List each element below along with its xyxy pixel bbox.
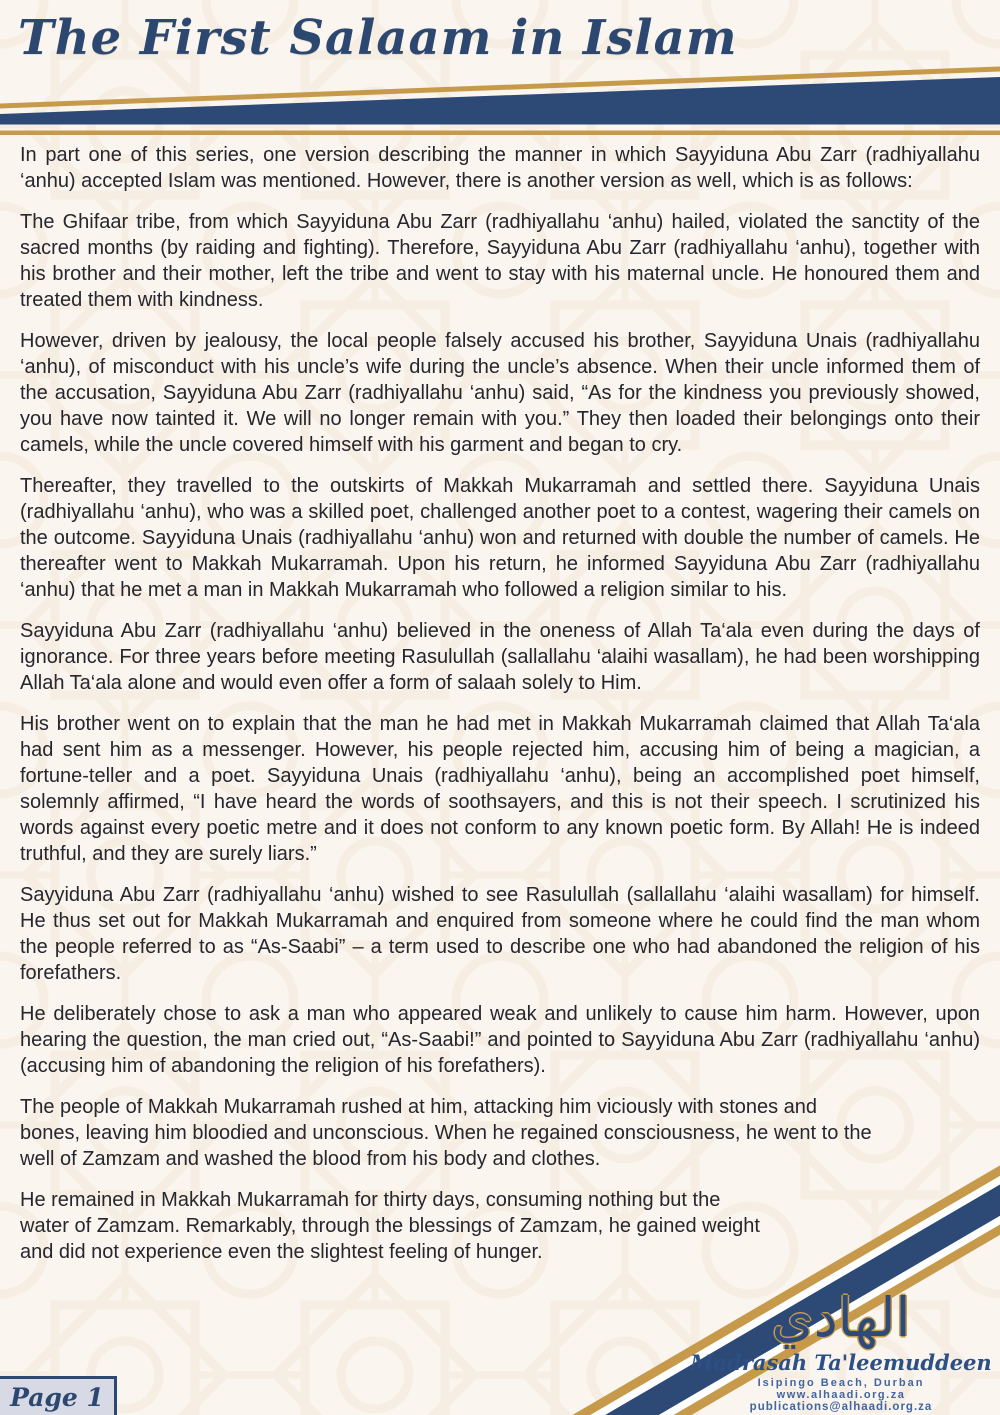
paragraph-3: However, driven by jealousy, the local people falsely accused his brother, Sayyiduna Unais (radhiyallahu ‘anhu), of misconduct with his uncle’s wife during the uncle’s absence. When their uncle informed them of the accusation, Sayyiduna Abu Zarr (radhiyallahu ‘anhu) said, “As for the kindness you previously showed, you have now tainted it. We will no longer remain with you.” They then loaded their belongings onto their camels, while the uncle covered himself with his garment and began to cry. bbox=[20, 330, 980, 456]
page-title: The First Salaam in Islam bbox=[18, 10, 738, 66]
paragraph-1: In part one of this series, one version describing the manner in which Sayyiduna Abu Zarr (radhiyallahu ‘anhu) accepted Islam was mentioned. However, there is another version as well, which is as follows: bbox=[20, 144, 980, 192]
page-number-badge bbox=[0, 1376, 117, 1415]
paragraph-4: Thereafter, they travelled to the outskirts of Makkah Mukarramah and settled there. Sayyiduna Unais (radhiyallahu ‘anhu), who was a skilled poet, challenged another poet to a contest, wagering their camels on the outcome. Sayyiduna Unais (radhiyallahu ‘anhu) won and returned with double the number of camels. He thereafter went to Makkah Mukarramah. Upon his return, he informed Sayyiduna Abu Zarr (radhiyallahu ‘anhu) that he met a man in Makkah Mukarramah who followed a religion similar to his. bbox=[20, 475, 980, 601]
organisation-email: publications@alhaadi.org.za bbox=[749, 1401, 933, 1413]
paragraph-5: Sayyiduna Abu Zarr (radhiyallahu ‘anhu) believed in the oneness of Allah Ta‘ala even during the days of ignorance. For three years before meeting Rasulullah (sallallahu ‘alaihi wasallam), he had been worshipping Allah Ta‘ala alone and would even offer a form of salaah solely to Him. bbox=[20, 620, 980, 694]
organisation-address: Isipingo Beach, Durban bbox=[757, 1377, 925, 1389]
organisation-name: Madrasah Ta'leemuddeen bbox=[690, 1349, 992, 1375]
paragraph-10: He remained in Makkah Mukarramah for thirty days, consuming nothing but the water of Zamzam. Remarkably, through the blessings of Zamzam, he gained weight and did not experience even the slightest feeling of hunger. bbox=[20, 1189, 760, 1263]
paragraph-7: Sayyiduna Abu Zarr (radhiyallahu ‘anhu) wished to see Rasulullah (sallallahu ‘alaihi wasallam) for himself. He thus set out for Makkah Mukarramah and enquired from someone where he could find the man whom the people referred to as “As-Saabi” – a term used to describe one who had abandoned the religion of his forefathers. bbox=[20, 884, 980, 984]
paragraph-9: The people of Makkah Mukarramah rushed at him, attacking him viciously with stones and bones, leaving him bloodied and unconscious. When he regained consciousness, he went to the well of Zamzam and washed the blood from his body and clothes. bbox=[20, 1096, 872, 1170]
paragraph-8: He deliberately chose to ask a man who appeared weak and unlikely to cause him harm. However, upon hearing the question, the man cried out, “As-Saabi!” and pointed to Sayyiduna Abu Zarr (radhiyallahu ‘anhu) (accusing him of abandoning the religion of his forefathers). bbox=[20, 1003, 980, 1077]
alhaadi-calligraphy-logo: الهادي bbox=[771, 1286, 911, 1350]
paragraph-6: His brother went on to explain that the man he had met in Makkah Mukarramah claimed that Allah Ta‘ala had sent him as a messenger. However, his people rejected him, accusing him of being a magician, a fortune-teller and a poet. Sayyiduna Unais (radhiyallahu ‘anhu), being an accomplished poet himself, solemnly affirmed, “I have heard the words of soothsayers, and this is not their speech. I scrutinized his words against every poetic metre and it does not conform to any known poetic form. By Allah! He is indeed truthful, and they are surely liars.” bbox=[20, 713, 980, 865]
paragraph-2: The Ghifaar tribe, from which Sayyiduna Abu Zarr (radhiyallahu ‘anhu) hailed, violated the sanctity of the sacred months (by raiding and fighting). Therefore, Sayyiduna Abu Zarr (radhiyallahu ‘anhu), together with his brother and their mother, left the tribe and went to stay with his maternal uncle. He honoured them and treated them with kindness. bbox=[20, 211, 980, 311]
article-body bbox=[20, 142, 980, 1280]
organisation-website: www.alhaadi.org.za bbox=[776, 1389, 906, 1401]
page-number-label: Page 1 bbox=[10, 1382, 104, 1412]
publisher-block bbox=[686, 1288, 996, 1413]
